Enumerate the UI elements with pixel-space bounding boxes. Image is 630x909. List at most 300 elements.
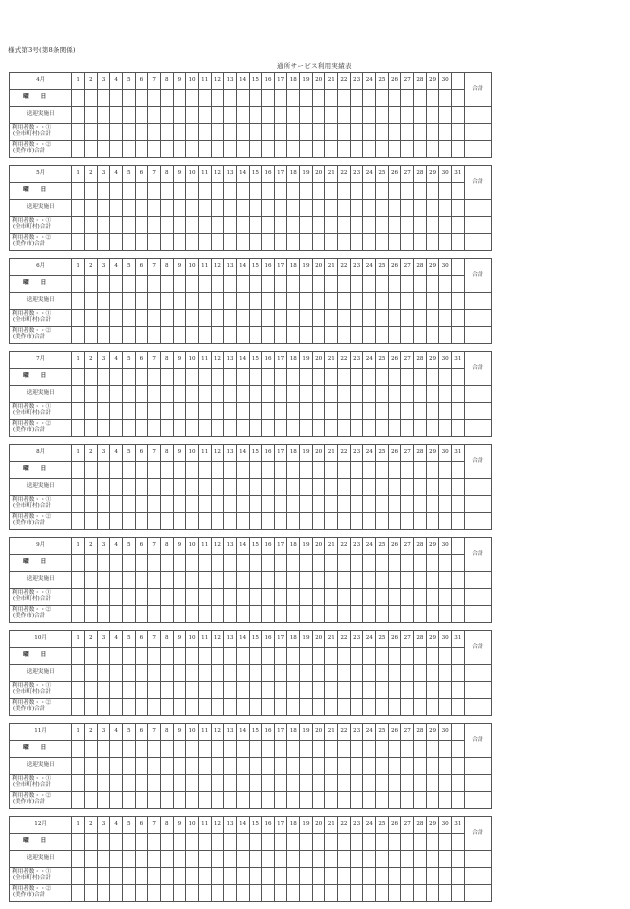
users-mimasaka-cell (262, 420, 275, 437)
users-mimasaka-cell (300, 699, 313, 716)
transport-cell (325, 572, 338, 589)
weekday-cell (414, 648, 427, 665)
users-all-cell (135, 868, 148, 885)
day-number-cell: 17 (274, 445, 287, 462)
users-mimasaka-cell (262, 606, 275, 623)
weekday-cell (160, 555, 173, 572)
users-mimasaka-cell (262, 792, 275, 809)
users-mimasaka-cell (376, 234, 389, 251)
day-number-cell: 30 (439, 259, 452, 276)
users-all-cell (262, 217, 275, 234)
weekday-cell (186, 555, 199, 572)
users-mimasaka-cell (439, 327, 452, 344)
users-mimasaka-cell (452, 234, 465, 251)
users-all-cell (464, 310, 491, 327)
weekday-cell (249, 741, 262, 758)
weekday-cell (287, 741, 300, 758)
users-mimasaka-cell (198, 234, 211, 251)
weekday-cell (84, 369, 97, 386)
day-number-cell: 30 (439, 73, 452, 90)
users-all-cell (287, 124, 300, 141)
users-mimasaka-cell (236, 420, 249, 437)
day-number-cell: 13 (224, 724, 237, 741)
users-mimasaka-cell (452, 606, 465, 623)
users-all-cell (376, 868, 389, 885)
users-mimasaka-cell (464, 327, 491, 344)
day-number-cell: 8 (160, 259, 173, 276)
weekday-cell (262, 276, 275, 293)
month-label: 6月 (10, 259, 72, 276)
day-number-row (10, 445, 492, 462)
users-mimasaka-cell (274, 327, 287, 344)
users-all-cell (300, 124, 313, 141)
weekday-cell (363, 648, 376, 665)
transport-cell (401, 851, 414, 868)
transport-cell (135, 107, 148, 124)
day-number-cell: 2 (84, 631, 97, 648)
month-label: 4月 (10, 73, 72, 90)
day-number-cell: 23 (350, 445, 363, 462)
transport-cell (426, 200, 439, 217)
users-mimasaka-cell (211, 699, 224, 716)
weekday-cell (173, 555, 186, 572)
transport-cell (414, 107, 427, 124)
transport-cell (312, 386, 325, 403)
transport-row (10, 107, 492, 124)
day-number-cell: 20 (312, 352, 325, 369)
users-mimasaka-cell (376, 792, 389, 809)
users-mimasaka-cell (160, 234, 173, 251)
users-mimasaka-cell (274, 513, 287, 530)
day-number-cell: 1 (72, 259, 85, 276)
weekday-cell (325, 741, 338, 758)
users-all-cell (274, 589, 287, 606)
transport-cell (84, 572, 97, 589)
users-mimasaka-cell (287, 141, 300, 158)
users-all-cell (439, 775, 452, 792)
weekday-cell (224, 369, 237, 386)
weekday-cell (312, 741, 325, 758)
day-number-cell (452, 538, 465, 555)
transport-cell (110, 200, 123, 217)
users-all-label (10, 868, 72, 885)
users-all-cell (401, 217, 414, 234)
users-all-cell (388, 682, 401, 699)
transport-cell (122, 572, 135, 589)
day-number-cell: 3 (97, 724, 110, 741)
weekday-cell (262, 834, 275, 851)
users-all-cell (350, 403, 363, 420)
users-all-cell (262, 124, 275, 141)
day-number-cell: 12 (211, 445, 224, 462)
users-mimasaka-cell (312, 420, 325, 437)
users-all-row (10, 403, 492, 420)
weekday-cell (173, 276, 186, 293)
day-number-cell: 18 (287, 724, 300, 741)
users-all-cell (414, 682, 427, 699)
users-all-cell (312, 496, 325, 513)
transport-cell (198, 386, 211, 403)
users-all-cell (84, 496, 97, 513)
users-mimasaka-cell (439, 234, 452, 251)
day-number-cell: 30 (439, 445, 452, 462)
transport-cell (388, 851, 401, 868)
day-number-cell: 9 (173, 817, 186, 834)
weekday-cell (236, 90, 249, 107)
users-all-cell (84, 775, 97, 792)
weekday-cell (401, 834, 414, 851)
users-mimasaka-cell (426, 792, 439, 809)
transport-cell (173, 386, 186, 403)
users-all-cell (439, 682, 452, 699)
users-mimasaka-label-line2: (美作市)合計 (13, 148, 46, 154)
day-number-cell: 30 (439, 352, 452, 369)
day-number-row (10, 538, 492, 555)
users-mimasaka-cell (122, 792, 135, 809)
weekday-cell (186, 462, 199, 479)
users-all-cell (426, 310, 439, 327)
users-all-cell (274, 310, 287, 327)
day-number-cell: 19 (300, 724, 313, 741)
users-mimasaka-cell (325, 327, 338, 344)
users-mimasaka-label (10, 699, 72, 716)
users-mimasaka-cell (452, 792, 465, 809)
day-number-cell: 6 (135, 538, 148, 555)
day-number-cell: 26 (388, 817, 401, 834)
users-mimasaka-cell (439, 699, 452, 716)
users-mimasaka-cell (236, 792, 249, 809)
transport-cell (186, 386, 199, 403)
weekday-cell (312, 369, 325, 386)
weekday-cell (338, 555, 351, 572)
users-all-cell (249, 775, 262, 792)
weekday-cell (274, 90, 287, 107)
transport-cell (198, 851, 211, 868)
weekday-cell (148, 276, 161, 293)
weekday-cell (401, 462, 414, 479)
users-all-cell (325, 589, 338, 606)
transport-cell (388, 386, 401, 403)
transport-cell (338, 200, 351, 217)
weekday-cell (401, 276, 414, 293)
users-mimasaka-cell (249, 606, 262, 623)
users-all-row (10, 589, 492, 606)
users-mimasaka-label (10, 327, 72, 344)
users-all-cell (376, 682, 389, 699)
weekday-cell (426, 369, 439, 386)
users-mimasaka-cell (363, 513, 376, 530)
users-all-cell (452, 217, 465, 234)
users-all-cell (376, 124, 389, 141)
users-all-cell (262, 496, 275, 513)
day-number-cell: 3 (97, 259, 110, 276)
users-mimasaka-cell (439, 885, 452, 902)
day-number-row (10, 259, 492, 276)
users-all-label-line1: 利用者数・・① (12, 869, 52, 876)
users-all-cell (97, 496, 110, 513)
weekday-cell (426, 183, 439, 200)
users-all-cell (312, 403, 325, 420)
weekday-cell (97, 90, 110, 107)
transport-cell (426, 293, 439, 310)
transport-cell (300, 293, 313, 310)
day-number-cell: 7 (148, 352, 161, 369)
day-number-cell: 16 (262, 352, 275, 369)
users-all-cell (401, 310, 414, 327)
day-number-cell: 4 (110, 73, 123, 90)
transport-cell (401, 665, 414, 682)
form-number-label: 様式第3号(第8条関係) (8, 46, 76, 54)
users-all-label-line1: 利用者数・・① (12, 404, 52, 411)
users-mimasaka-cell (186, 885, 199, 902)
transport-cell (262, 200, 275, 217)
total-header: 合計 (464, 166, 491, 200)
users-all-cell (186, 403, 199, 420)
weekday-cell (72, 276, 85, 293)
users-all-cell (84, 403, 97, 420)
weekday-cell (452, 648, 465, 665)
users-all-cell (376, 496, 389, 513)
day-number-cell: 11 (198, 724, 211, 741)
transport-cell (464, 386, 491, 403)
transport-cell (300, 758, 313, 775)
weekday-cell (72, 648, 85, 665)
day-number-cell: 23 (350, 259, 363, 276)
weekday-cell (97, 369, 110, 386)
day-number-cell: 4 (110, 166, 123, 183)
weekday-cell (414, 369, 427, 386)
day-number-cell: 5 (122, 817, 135, 834)
day-number-cell: 14 (236, 445, 249, 462)
users-mimasaka-cell (186, 513, 199, 530)
transport-cell (363, 293, 376, 310)
day-number-cell: 14 (236, 538, 249, 555)
weekday-cell (452, 276, 465, 293)
users-all-cell (325, 682, 338, 699)
users-all-cell (350, 124, 363, 141)
transport-cell (350, 851, 363, 868)
day-number-cell: 2 (84, 352, 97, 369)
users-mimasaka-cell (426, 699, 439, 716)
transport-cell (262, 386, 275, 403)
transport-cell (426, 851, 439, 868)
transport-cell (160, 851, 173, 868)
weekday-cell (211, 648, 224, 665)
weekday-cell (376, 741, 389, 758)
transport-cell (122, 758, 135, 775)
total-header: 合計 (464, 817, 491, 851)
users-mimasaka-cell (350, 885, 363, 902)
weekday-cell (148, 462, 161, 479)
users-mimasaka-cell (224, 234, 237, 251)
weekday-cell (426, 555, 439, 572)
day-number-cell: 22 (338, 73, 351, 90)
users-mimasaka-cell (110, 885, 123, 902)
weekday-cell (135, 741, 148, 758)
weekday-cell (338, 834, 351, 851)
weekday-cell (236, 462, 249, 479)
weekday-cell (72, 462, 85, 479)
transport-cell (287, 479, 300, 496)
users-mimasaka-row (10, 234, 492, 251)
day-number-cell: 11 (198, 445, 211, 462)
weekday-cell (439, 183, 452, 200)
users-mimasaka-cell (236, 885, 249, 902)
users-mimasaka-cell (287, 234, 300, 251)
transport-cell (198, 479, 211, 496)
weekday-cell (72, 741, 85, 758)
users-mimasaka-cell (198, 792, 211, 809)
transport-cell (224, 479, 237, 496)
weekday-cell (452, 741, 465, 758)
day-number-cell: 10 (186, 538, 199, 555)
day-number-cell: 13 (224, 538, 237, 555)
users-all-cell (72, 310, 85, 327)
day-number-cell: 3 (97, 166, 110, 183)
transport-cell (338, 386, 351, 403)
users-mimasaka-cell (84, 699, 97, 716)
transport-cell (312, 758, 325, 775)
day-number-cell: 8 (160, 73, 173, 90)
transport-row (10, 851, 492, 868)
weekday-cell (236, 276, 249, 293)
transport-cell (464, 200, 491, 217)
transport-cell (135, 200, 148, 217)
day-number-cell: 22 (338, 259, 351, 276)
day-number-cell: 19 (300, 445, 313, 462)
users-mimasaka-cell (401, 420, 414, 437)
users-mimasaka-cell (464, 885, 491, 902)
transport-cell (363, 479, 376, 496)
users-all-cell (401, 124, 414, 141)
weekday-cell (287, 369, 300, 386)
transport-cell (97, 200, 110, 217)
transport-cell (84, 200, 97, 217)
users-mimasaka-label (10, 420, 72, 437)
users-all-cell (173, 124, 186, 141)
transport-label: 送迎実施日 (10, 107, 72, 124)
transport-cell (350, 200, 363, 217)
transport-cell (110, 107, 123, 124)
transport-cell (452, 386, 465, 403)
users-all-label-line1: 利用者数・・① (12, 683, 52, 690)
month-table (9, 72, 492, 158)
users-all-cell (249, 589, 262, 606)
total-header: 合計 (464, 352, 491, 386)
weekday-cell (338, 183, 351, 200)
users-mimasaka-label-line2: (美作市)合計 (13, 520, 46, 526)
users-mimasaka-cell (198, 513, 211, 530)
users-all-cell (186, 496, 199, 513)
weekday-cell (376, 369, 389, 386)
day-number-cell: 15 (249, 538, 262, 555)
users-all-label (10, 403, 72, 420)
users-mimasaka-cell (300, 420, 313, 437)
users-mimasaka-label-line2: (美作市)合計 (13, 799, 46, 805)
day-number-cell: 1 (72, 166, 85, 183)
transport-cell (262, 665, 275, 682)
users-mimasaka-cell (376, 327, 389, 344)
users-all-cell (388, 217, 401, 234)
day-number-cell: 3 (97, 352, 110, 369)
weekday-cell (186, 276, 199, 293)
day-number-cell: 15 (249, 817, 262, 834)
day-number-cell: 5 (122, 166, 135, 183)
users-all-cell (401, 496, 414, 513)
day-number-cell: 18 (287, 538, 300, 555)
weekday-cell (312, 462, 325, 479)
users-mimasaka-cell (464, 234, 491, 251)
users-all-cell (97, 868, 110, 885)
users-all-label-line2: (全市町村)合計 (13, 596, 51, 602)
transport-cell (325, 479, 338, 496)
users-mimasaka-cell (338, 792, 351, 809)
transport-cell (388, 200, 401, 217)
transport-cell (122, 107, 135, 124)
weekday-cell (160, 183, 173, 200)
day-number-cell: 4 (110, 352, 123, 369)
weekday-cell (173, 183, 186, 200)
weekday-cell (350, 276, 363, 293)
users-mimasaka-cell (426, 141, 439, 158)
weekday-cell (135, 183, 148, 200)
users-all-cell (97, 403, 110, 420)
users-mimasaka-cell (160, 420, 173, 437)
users-all-cell (148, 124, 161, 141)
month-table (9, 165, 492, 251)
weekday-cell (350, 834, 363, 851)
users-all-cell (388, 403, 401, 420)
users-mimasaka-cell (211, 141, 224, 158)
users-mimasaka-cell (363, 606, 376, 623)
transport-cell (388, 665, 401, 682)
day-number-cell: 23 (350, 352, 363, 369)
users-mimasaka-cell (312, 792, 325, 809)
transport-cell (224, 386, 237, 403)
users-all-cell (312, 589, 325, 606)
users-mimasaka-cell (211, 420, 224, 437)
users-mimasaka-cell (173, 699, 186, 716)
transport-cell (274, 665, 287, 682)
day-number-cell: 30 (439, 817, 452, 834)
transport-cell (84, 293, 97, 310)
users-all-cell (211, 775, 224, 792)
transport-row (10, 293, 492, 310)
day-number-cell: 9 (173, 538, 186, 555)
transport-cell (401, 572, 414, 589)
users-mimasaka-cell (72, 792, 85, 809)
users-mimasaka-cell (135, 792, 148, 809)
day-number-cell: 25 (376, 817, 389, 834)
weekday-cell (148, 834, 161, 851)
users-all-cell (224, 217, 237, 234)
weekday-cell (84, 183, 97, 200)
day-number-cell: 2 (84, 817, 97, 834)
weekday-cell (300, 555, 313, 572)
users-all-cell (160, 775, 173, 792)
transport-cell (350, 386, 363, 403)
users-mimasaka-cell (464, 513, 491, 530)
users-all-cell (72, 775, 85, 792)
transport-cell (186, 851, 199, 868)
users-mimasaka-cell (338, 699, 351, 716)
users-mimasaka-cell (122, 234, 135, 251)
weekday-cell (249, 834, 262, 851)
users-mimasaka-cell (135, 699, 148, 716)
weekday-cell (401, 741, 414, 758)
users-mimasaka-cell (84, 420, 97, 437)
users-mimasaka-cell (262, 327, 275, 344)
